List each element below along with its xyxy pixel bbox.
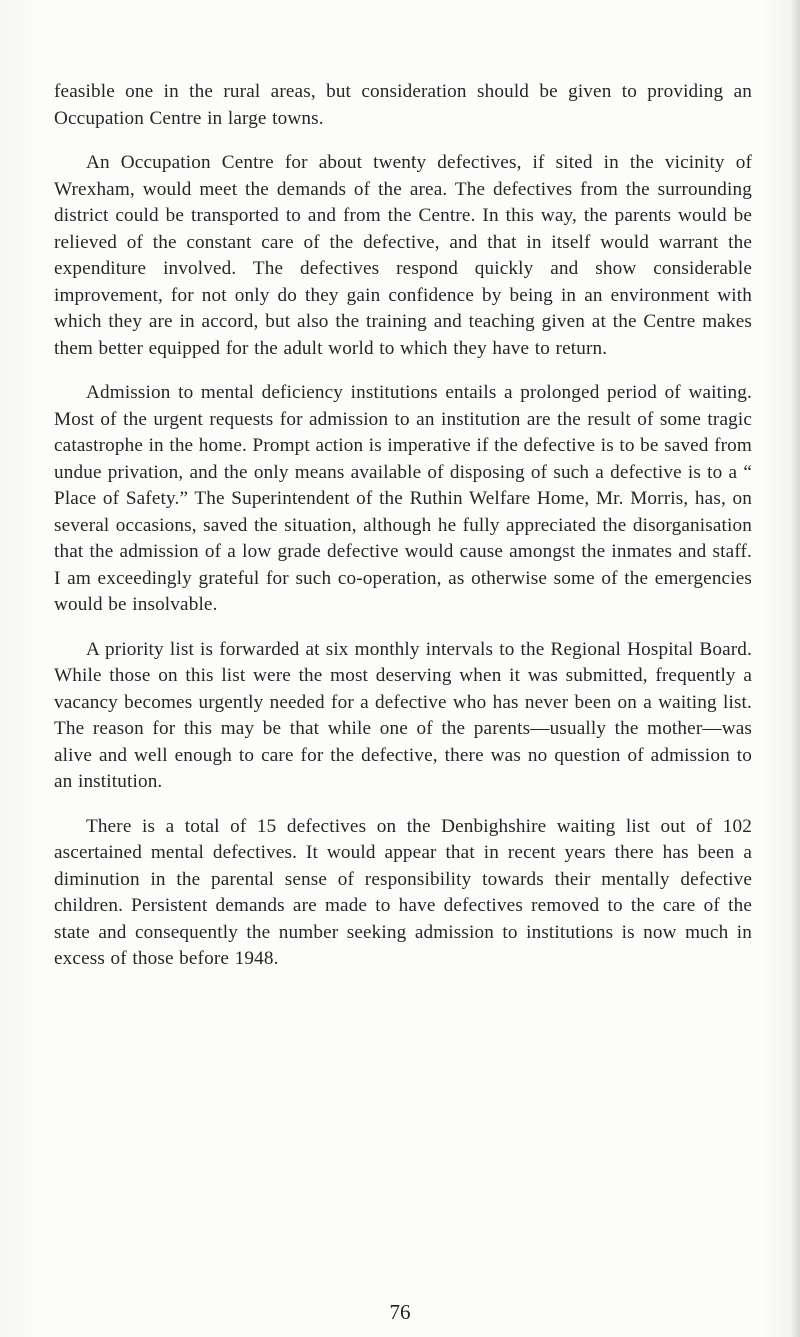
paragraph-gap (54, 362, 752, 380)
paragraph-2: An Occupation Centre for about twenty defectives, if sited in the vicinity of Wrexham, would meet the demands of the area. The defectives from the surrounding district could be transported to and from the Centre. In this way, the parents would be relieved of the constant care of the defective, and that in itself would warrant the expenditure involved. The defectives respond quickly and show considerable improvement, for not only do they gain confidence by being in an environment with which they are in accord, but also the training and teaching given at the Centre makes them better equipped for the adult world to which they have to return. (54, 152, 752, 359)
paragraph-5: There is a total of 15 defectives on the Denbighshire waiting list out of 102 ascertained mental defectives. It would appear that in recent years there has been a diminution in the parental sense of responsibility towards their mentally defective children. Persistent demands are made to have defectives removed to the care of the state and consequently the number seeking admission to institutions is now much in excess of those before 1948. (54, 815, 752, 969)
paragraph-gap (54, 796, 752, 814)
paragraph-gap (54, 619, 752, 637)
paragraph-4: A priority list is forwarded at six monthly intervals to the Regional Hospital Board. While those on this list were the most deserving when it was submitted, frequently a vacancy becomes urgently needed for a defective who has never been on a waiting list. The reason for this may be that while one of the parents—usually the mother—was alive and well enough to care for the defective, there was no question of admission to an institution. (54, 638, 752, 792)
body-text (54, 79, 752, 973)
paragraph-3: Admission to mental deficiency institutions entails a prolonged period of waiting. Most of the urgent requests for admission to an institution are the result of some tragic catastrophe in the home. Prompt action is imperative if the defective is to be saved from undue privation, and the only means available of disposing of such a defective is to a “ Place of Safety.” The Superintendent of the Ruthin Welfare Home, Mr. Morris, has, on several occasions, saved the situation, although he fully appreciated the disorganisation that the admission of a low grade defective would cause amongst the inmates and staff. I am exceedingly grateful for such co-operation, as otherwise some of the emergencies would be insolvable. (54, 382, 752, 615)
page-number: 76 (389, 1300, 411, 1324)
paragraph-1: feasible one in the rural areas, but consideration should be given to providing an Occupation Centre in large towns. (54, 81, 752, 129)
page-edge-shadow (790, 0, 800, 1337)
paragraph-gap (54, 132, 752, 150)
